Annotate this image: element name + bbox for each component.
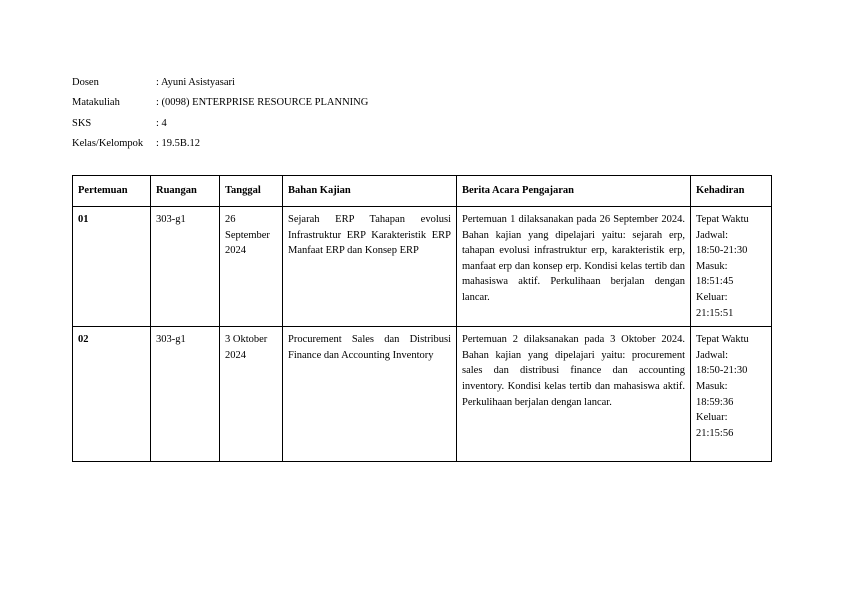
keluar-label: Keluar: [696,291,728,303]
kelas-label: Kelas/Kelompok [72,138,144,150]
kehadiran-status: Tepat Waktu [696,214,749,225]
jadwal-label: Jadwal: [696,349,729,361]
kelas-value: : 19.5B.12 [156,138,201,150]
masuk-label: Masuk: [696,380,728,392]
col-header-berita-acara: Berita Acara Pengajaran [457,176,691,207]
course-info-header [72,72,368,154]
sks-label: SKS [72,117,92,129]
bahan-kajian-cell: Sejarah ERP Tahapan evolusi Infrastruktur ERP Karakteristik ERP Manfaat ERP dan Konsep ERP [283,207,457,327]
dosen-label: Dosen [72,76,99,88]
col-header-bahan-kajian: Bahan Kajian [283,176,457,207]
masuk-label: Masuk: [696,260,728,272]
table-row [73,207,772,327]
table-header-row [73,176,772,207]
berita-acara-cell: Pertemuan 1 dilaksanakan pada 26 September 2024. Bahan kajian yang dipelajari yaitu: sejarah erp, tahapan evolusi infrastruktur erp, karakteristik erp, manfaat erp dan konsep erp. Kondisi kelas tertib dan mahasiswa aktif. Perkulihaan berjalan dengan lancar. [457,207,691,327]
keluar-value: 21:15:56 [696,427,734,439]
jadwal-label: Jadwal: [696,229,729,241]
kehadiran-cell [691,327,772,462]
dosen-value: : Ayuni Asistyasari [156,76,235,88]
masuk-value: 18:51:45 [696,276,734,288]
bahan-kajian-cell: Procurement Sales dan Distribusi Finance dan Accounting Inventory [283,327,457,462]
tanggal-cell: 26 September 2024 [220,207,283,327]
col-header-ruangan: Ruangan [151,176,220,207]
keluar-label: Keluar: [696,412,728,424]
table-row [73,327,772,462]
ruangan-cell: 303-g1 [151,207,220,327]
sks-value: : 4 [156,117,167,129]
ruangan-cell: 303-g1 [151,327,220,462]
attendance-table [72,175,772,462]
jadwal-value: 18:50-21:30 [696,365,748,377]
pertemuan-cell: 02 [73,327,151,462]
kelas-row [72,134,368,155]
pertemuan-cell: 01 [73,207,151,327]
col-header-pertemuan: Pertemuan [73,176,151,207]
sks-row [72,113,368,134]
matakuliah-value: : (0098) ENTERPRISE RESOURCE PLANNING [156,97,369,109]
matakuliah-row [72,93,368,114]
berita-acara-cell: Pertemuan 2 dilaksanakan pada 3 Oktober 2024. Bahan kajian yang dipelajari yaitu: procurement sales dan distribusi finance dan accounting inventory. Kondisi kelas tertib dan mahasiswa aktif. Perkulihaan berjalan dengan lancar. [457,327,691,462]
keluar-value: 21:15:51 [696,307,734,319]
dosen-row [72,72,368,93]
jadwal-value: 18:50-21:30 [696,245,748,257]
col-header-tanggal: Tanggal [220,176,283,207]
col-header-kehadiran: Kehadiran [691,176,772,207]
masuk-value: 18:59:36 [696,396,734,408]
matakuliah-label: Matakuliah [72,97,120,109]
kehadiran-cell [691,207,772,327]
kehadiran-status: Tepat Waktu [696,334,749,346]
tanggal-cell: 3 Oktober 2024 [220,327,283,462]
